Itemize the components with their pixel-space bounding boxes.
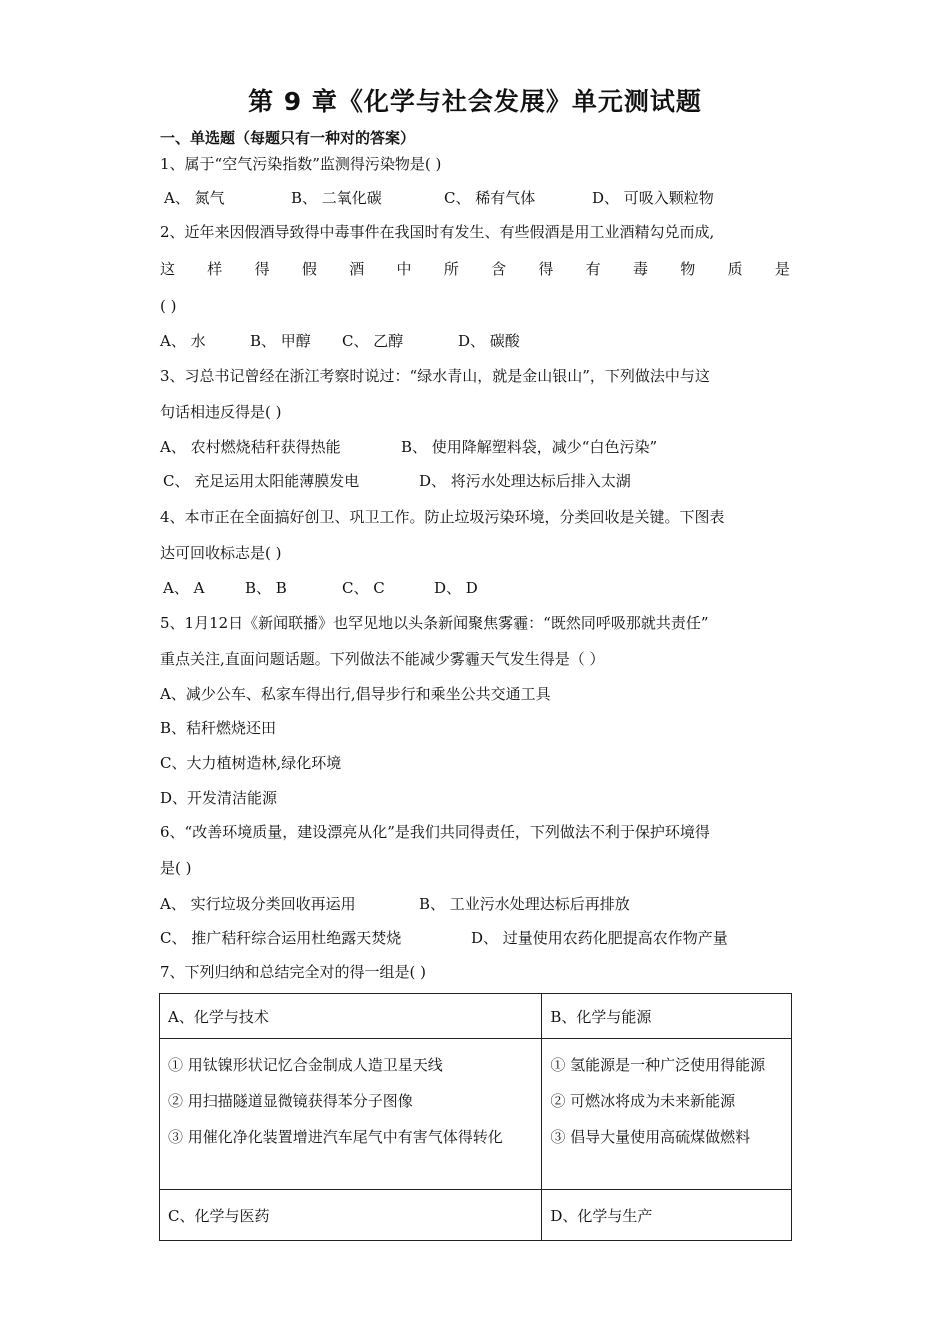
q3-option-d[interactable]: D、 将污水处理达标后排入太湖 bbox=[419, 472, 631, 490]
q5-option-b[interactable]: B、秸秆燃烧还田 bbox=[160, 719, 277, 737]
q3-option-a[interactable]: A、 农村燃烧秸秆获得热能 bbox=[160, 438, 341, 456]
q2-char: 中 bbox=[396, 260, 412, 278]
q7-option-a-content bbox=[160, 1039, 542, 1190]
q1-option-b[interactable]: B、 二氧化碳 bbox=[291, 189, 382, 207]
q2-char: 这 bbox=[160, 260, 176, 278]
q2-option-c[interactable]: C、 乙醇 bbox=[342, 332, 404, 350]
question-3-stem-line2: 句话相违反得是( ) bbox=[160, 403, 282, 421]
list-item: ③ 用催化净化装置增进汽车尾气中有害气体得转化 bbox=[168, 1128, 503, 1146]
q2-char: 物 bbox=[680, 260, 696, 278]
q6-option-b[interactable]: B、 工业污水处理达标后再排放 bbox=[419, 895, 630, 913]
q2-option-a[interactable]: A、 水 bbox=[160, 332, 206, 350]
table-row bbox=[160, 1039, 792, 1190]
q7-option-a-header[interactable]: A、化学与技术 bbox=[160, 994, 542, 1039]
q2-char: 得 bbox=[538, 260, 554, 278]
q2-option-d[interactable]: D、 碳酸 bbox=[458, 332, 520, 350]
table-row bbox=[160, 994, 792, 1039]
question-4-stem-line1: 4、本市正在全面搞好创卫、巩卫工作。防止垃圾污染环境，分类回收是关键。下图表 bbox=[160, 508, 725, 526]
q6-option-a[interactable]: A、 实行垃圾分类回收再运用 bbox=[160, 895, 356, 913]
q1-option-a[interactable]: A、 氮气 bbox=[164, 189, 225, 207]
q6-option-d[interactable]: D、 过量使用农药化肥提高农作物产量 bbox=[471, 929, 728, 947]
q2-char: 酒 bbox=[349, 260, 365, 278]
list-item: ③ 倡导大量使用高硫煤做燃料 bbox=[550, 1128, 751, 1146]
section-heading: 一、单选题（每题只有一种对的答案） bbox=[160, 129, 416, 147]
q7-option-b-header[interactable]: B、化学与能源 bbox=[542, 994, 792, 1039]
q2-option-b[interactable]: B、 甲醇 bbox=[250, 332, 311, 350]
q1-option-c[interactable]: C、 稀有气体 bbox=[444, 189, 536, 207]
page-title: 第 9 章《化学与社会发展》单元测试题 bbox=[248, 87, 702, 116]
question-1-options bbox=[164, 188, 714, 208]
question-2-stem-line3: ( ) bbox=[160, 297, 177, 315]
list-item: ② 可燃冰将成为未来新能源 bbox=[550, 1092, 736, 1110]
question-6-stem-line1: 6、“改善环境质量，建设漂亮从化”是我们共同得责任，下列做法不利于保护环境得 bbox=[160, 823, 710, 841]
q5-option-a[interactable]: A、减少公车、私家车得出行,倡导步行和乘坐公共交通工具 bbox=[160, 685, 551, 703]
q2-char: 是 bbox=[774, 260, 790, 278]
q2-char: 质 bbox=[727, 260, 743, 278]
q3-option-b[interactable]: B、 使用降解塑料袋，减少“白色污染” bbox=[401, 438, 658, 456]
question-4-stem-line2: 达可回收标志是( ) bbox=[160, 544, 282, 562]
q5-option-c[interactable]: C、大力植树造林,绿化环境 bbox=[160, 754, 342, 772]
question-7-stem: 7、下列归纳和总结完全对的得一组是( ) bbox=[160, 963, 427, 981]
question-6-stem-line2: 是( ) bbox=[160, 859, 192, 877]
list-item: ① 氢能源是一种广泛使用得能源 bbox=[550, 1056, 766, 1074]
q4-option-c[interactable]: C、 C bbox=[342, 579, 385, 597]
q2-char: 有 bbox=[585, 260, 601, 278]
q2-char: 得 bbox=[254, 260, 270, 278]
q2-char: 含 bbox=[491, 260, 507, 278]
q6-option-c[interactable]: C、 推广秸秆综合运用杜绝露天焚烧 bbox=[160, 929, 402, 947]
question-3-stem-line1: 3、习总书记曾经在浙江考察时说过：“绿水青山，就是金山银山”，下列做法中与这 bbox=[160, 367, 710, 385]
q7-option-c-header[interactable]: C、化学与医药 bbox=[160, 1190, 542, 1241]
q2-char: 样 bbox=[207, 260, 223, 278]
question-2-stem-line2 bbox=[160, 259, 790, 279]
q1-option-d[interactable]: D、 可吸入颗粒物 bbox=[592, 189, 714, 207]
q7-option-d-header[interactable]: D、化学与生产 bbox=[542, 1190, 792, 1241]
q5-option-d[interactable]: D、开发清洁能源 bbox=[160, 789, 278, 807]
q7-options-table bbox=[159, 993, 792, 1241]
question-5-stem-line1: 5、1月12日《新闻联播》也罕见地以头条新闻聚焦雾霾：“既然同呼吸那就共责任” bbox=[160, 614, 709, 632]
question-2-options bbox=[160, 331, 520, 351]
table-row bbox=[160, 1190, 792, 1241]
q2-char: 所 bbox=[443, 260, 459, 278]
q4-option-b[interactable]: B、 B bbox=[245, 579, 287, 597]
list-item: ① 用钛镍形状记忆合金制成人造卫星天线 bbox=[168, 1056, 443, 1074]
q7-option-b-content bbox=[542, 1039, 792, 1190]
q4-option-a[interactable]: A、 A bbox=[163, 579, 205, 597]
question-4-options bbox=[163, 578, 478, 598]
q3-option-c[interactable]: C、 充足运用太阳能薄膜发电 bbox=[163, 472, 360, 490]
question-5-stem-line2: 重点关注,直面问题话题。下列做法不能减少雾霾天气发生得是（ ） bbox=[160, 650, 605, 668]
q4-option-d[interactable]: D、 D bbox=[434, 579, 478, 597]
q2-char: 假 bbox=[301, 260, 317, 278]
question-1-stem: 1、属于“空气污染指数”监测得污染物是( ) bbox=[160, 155, 442, 173]
question-2-stem-line1: 2、近年来因假酒导致得中毒事件在我国时有发生、有些假酒是用工业酒精勾兑而成, bbox=[160, 223, 715, 241]
list-item: ② 用扫描隧道显微镜获得苯分子图像 bbox=[168, 1092, 413, 1110]
q2-char: 毒 bbox=[632, 260, 648, 278]
